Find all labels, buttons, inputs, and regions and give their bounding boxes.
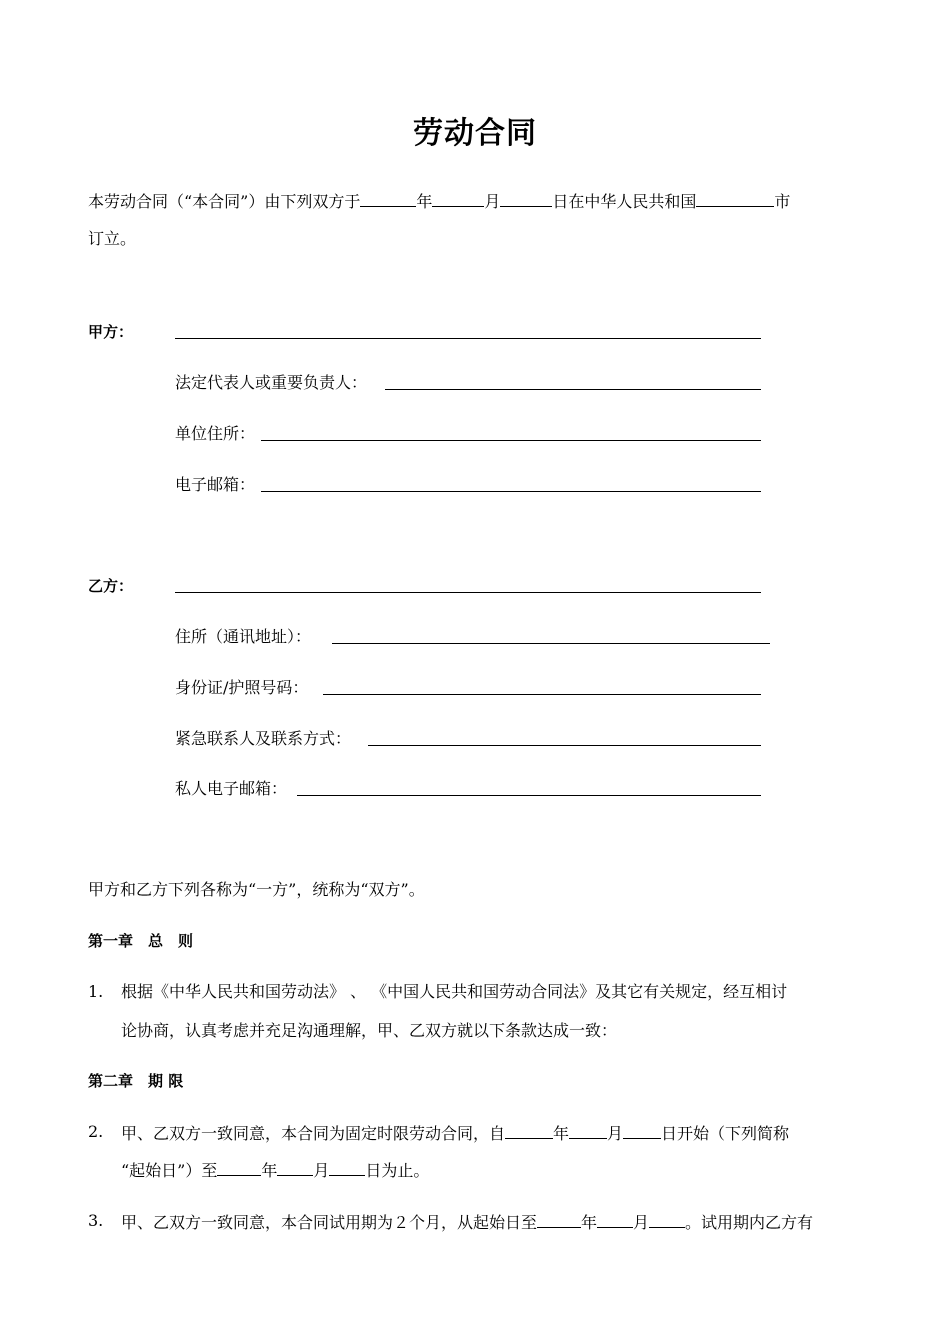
clause-2-end-year-label: 年: [261, 1161, 278, 1180]
chapter-1-heading: 第一章 总 则: [88, 932, 194, 950]
intro-line-2: 订立。: [88, 229, 137, 248]
blank-month[interactable]: [432, 190, 484, 207]
clause-3-number: 3.: [88, 1211, 104, 1230]
clause-3-text-a: 甲、乙双方一致同意，本合同试用期为２个月，从起始日至: [121, 1213, 538, 1232]
blank-year[interactable]: [360, 190, 416, 207]
blank-city[interactable]: [696, 190, 774, 207]
party-b-emergency-field[interactable]: [368, 745, 761, 746]
intro-year-label: 年: [416, 192, 433, 211]
party-a-label: 甲方：: [88, 323, 134, 341]
party-a-email-label: 电子邮箱：: [175, 475, 256, 494]
chapter-2-heading: 第二章 期 限: [88, 1072, 184, 1090]
party-a-rep-label: 法定代表人或重要负责人：: [175, 373, 368, 392]
party-b-name-field[interactable]: [175, 592, 761, 593]
clause-2-line-2: [121, 1159, 429, 1181]
clause-2-line-1: [121, 1122, 789, 1144]
clause-2-text-c: “起始日”）至: [121, 1161, 218, 1180]
party-b-email-field[interactable]: [297, 795, 761, 796]
intro-line-1: [88, 190, 790, 212]
clause-3-year-label: 年: [581, 1213, 598, 1232]
clause-1-number: 1.: [88, 982, 104, 1001]
party-a-rep-field[interactable]: [385, 389, 761, 390]
party-b-label: 乙方：: [88, 577, 134, 595]
clause-2-blank-year[interactable]: [505, 1122, 553, 1139]
clause-2-blank-month[interactable]: [569, 1122, 607, 1139]
clause-3-blank-month[interactable]: [597, 1211, 633, 1228]
party-a-address-field[interactable]: [261, 440, 761, 441]
clause-2-blank-end-year[interactable]: [217, 1159, 261, 1176]
clause-2-number: 2.: [88, 1122, 104, 1141]
clause-2-blank-end-month[interactable]: [277, 1159, 313, 1176]
party-b-address-field[interactable]: [332, 643, 770, 644]
clause-2-text-b: 日开始（下列简称: [661, 1124, 790, 1143]
party-a-address-label: 单位住所：: [175, 424, 256, 443]
clause-2-year-label: 年: [553, 1124, 570, 1143]
clause-1-line-2: 论协商，认真考虑并充足沟通理解，甲、乙双方就以下条款达成一致：: [121, 1021, 618, 1040]
clause-3-blank-day[interactable]: [649, 1211, 685, 1228]
clause-2-month-label: 月: [607, 1124, 624, 1143]
clause-3-line-1: [121, 1211, 813, 1233]
intro-text-1: 本劳动合同（“本合同”）由下列双方于: [88, 192, 361, 211]
party-b-id-label: 身份证/护照号码：: [175, 678, 309, 697]
clause-2-blank-day[interactable]: [623, 1122, 661, 1139]
clause-2-text-d: 日为止。: [365, 1161, 430, 1180]
party-b-email-label: 私人电子邮箱：: [175, 779, 288, 798]
clause-1-line-1: 根据《中华人民共和国劳动法》 、 《中国人民共和国劳动合同法》及其它有关规定，经互相讨: [121, 982, 788, 1001]
intro-text-2: 日在中华人民共和国: [552, 192, 697, 211]
clause-3-month-label: 月: [633, 1213, 650, 1232]
document-title: 劳动合同: [413, 116, 537, 151]
party-a-email-field[interactable]: [261, 491, 761, 492]
clause-3-text-b: 。试用期内乙方有: [685, 1213, 814, 1232]
clause-2-blank-end-day[interactable]: [329, 1159, 365, 1176]
intro-city-label: 市: [774, 192, 791, 211]
party-a-name-field[interactable]: [175, 338, 761, 339]
party-b-address-label: 住所（通讯地址）：: [175, 627, 312, 646]
clause-3-blank-year[interactable]: [537, 1211, 581, 1228]
naming-paragraph: 甲方和乙方下列各称为“一方”，统称为“双方”。: [88, 880, 425, 899]
clause-2-end-month-label: 月: [313, 1161, 330, 1180]
blank-day[interactable]: [500, 190, 552, 207]
party-b-emergency-label: 紧急联系人及联系方式：: [175, 729, 352, 748]
intro-month-label: 月: [484, 192, 501, 211]
clause-2-text-a: 甲、乙双方一致同意，本合同为固定时限劳动合同，自: [121, 1124, 506, 1143]
party-b-id-field[interactable]: [323, 694, 761, 695]
